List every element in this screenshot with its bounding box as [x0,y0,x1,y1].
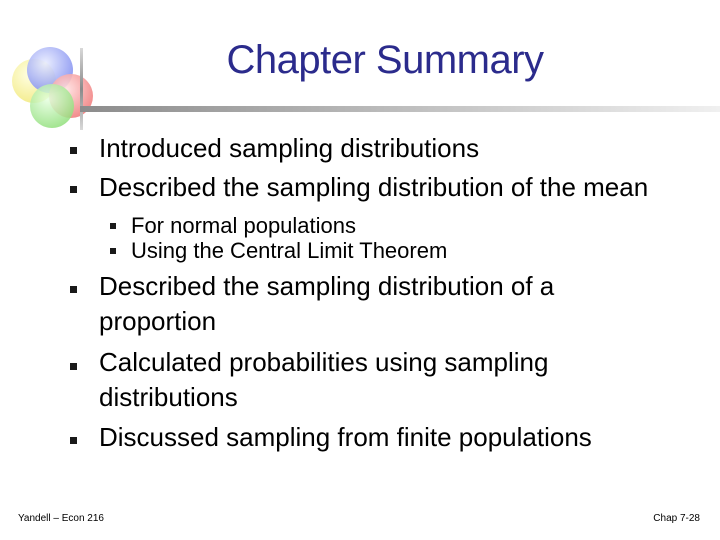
title-vertical-rule [80,48,83,130]
square-bullet-icon [70,437,77,444]
sub-bullet-text: For normal populations [131,213,357,238]
square-bullet-icon [70,363,77,370]
bullet-text-line-1: Calculated probabilities using sampling [99,347,549,377]
square-bullet-icon [70,147,77,154]
footer-slide-number: Chap 7-28 [653,513,700,524]
bullet-text-line-2: distributions [99,382,238,412]
decorative-circles-logo [8,44,108,134]
bullet-text-line-1: Described the sampling distribution of a [99,271,555,301]
square-bullet-icon [110,248,116,254]
square-bullet-icon [110,223,116,229]
bullet-text: Introduced sampling distributions [99,133,480,163]
sub-bullet-text: Using the Central Limit Theorem [131,238,448,263]
title-horizontal-rule [80,106,720,112]
bullet-text: Described the sampling distribution of the mean [99,172,649,202]
slide-title: Chapter Summary [226,38,544,82]
footer-author: Yandell – Econ 216 [18,513,104,524]
square-bullet-icon [70,186,77,193]
square-bullet-icon [70,286,77,293]
bullet-text: Discussed sampling from finite populations [99,422,592,452]
bullet-text-line-2: proportion [99,306,217,336]
